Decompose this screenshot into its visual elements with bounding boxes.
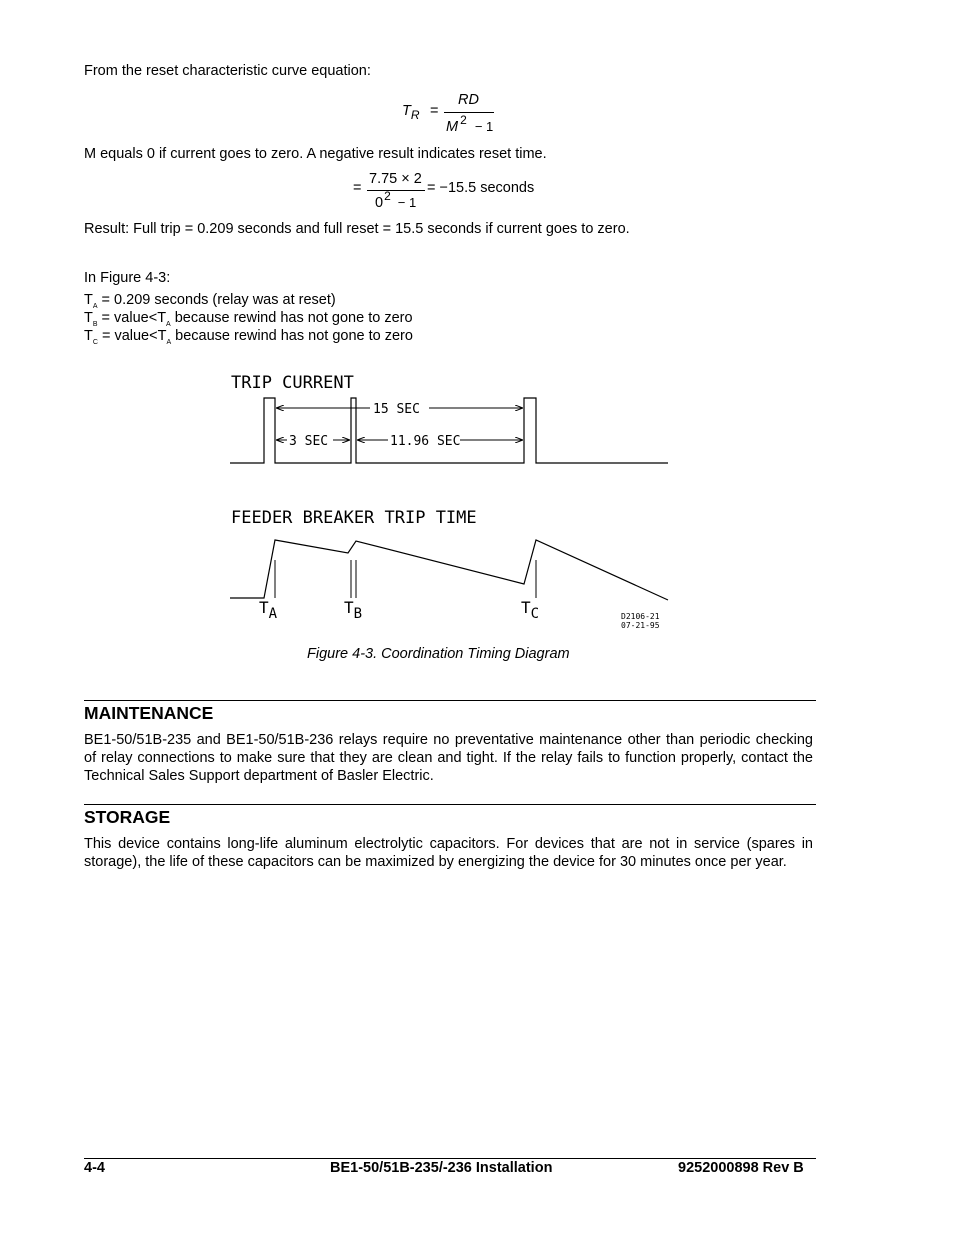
eq1-equals: = (430, 103, 439, 119)
sec1196-label: 11.96 SEC (390, 434, 461, 449)
eq2-den-rest: − 1 (397, 195, 417, 210)
drawing-number: D2106-21 (621, 612, 660, 621)
result-text: Result: Full trip = 0.209 seconds and full reset = 15.5 seconds if current goes to zero. (84, 221, 630, 237)
footer-document-number: 9252000898 Rev B (678, 1160, 804, 1176)
footer-rule (84, 1158, 816, 1159)
maintenance-body: BE1-50/51B-235 and BE1-50/51B-236 relays require no preventative maintenance other than periodic checking of relay connections to make sure that they are clean and tight. If the relay fails to function properly, contact the Technical Sales Support department of Basler Electric. (84, 732, 813, 784)
eq1-numerator: RD (458, 92, 479, 108)
feeder-trip-waveform (230, 540, 668, 600)
storage-heading: STORAGE (84, 807, 171, 827)
maintenance-rule (84, 700, 816, 701)
sec15-label: 15 SEC (373, 402, 420, 417)
eq2-result: = −15.5 seconds (427, 180, 535, 196)
figure-caption: Figure 4-3. Coordination Timing Diagram (307, 646, 570, 662)
eq1-lhs: T (402, 103, 411, 119)
definition-ta: $T_A = 0.209$ seconds (relay was at reset) (84, 292, 336, 310)
tc-label: TC (521, 598, 540, 622)
feeder-breaker-label: FEEDER BREAKER TRIP TIME (231, 508, 477, 528)
eq1-den-exp: 2 (460, 113, 467, 127)
figure-intro: In Figure 4-3: (84, 270, 171, 286)
eq1-lhs-sub: R (410, 108, 420, 122)
eq2-den-exp: 2 (384, 189, 391, 203)
eq2-numerator: 7.75 × 2 (369, 171, 422, 187)
m-note: M equals 0 if current goes to zero. A negative result indicates reset time. (84, 146, 547, 162)
eq2-den-base: 0 (375, 195, 384, 211)
footer-page-number: 4-4 (84, 1160, 105, 1176)
storage-rule (84, 804, 816, 805)
trip-current-label: TRIP CURRENT (231, 373, 354, 393)
intro-text: From the reset characteristic curve equation: (84, 63, 371, 79)
definition-tc: $T_C$ = $value<T_A$ because rewind has not gone to zero (84, 328, 413, 346)
storage-body: This device contains long-life aluminum electrolytic capacitors. For devices that are not in service (spares in storage), the life of these capacitors can be maximized by energizing the device for 30 minutes once per year. (84, 836, 813, 870)
definition-tb: $T_B$ = $value<T_A$ because rewind has not gone to zero (84, 310, 413, 328)
ta-label: TA (259, 598, 278, 622)
drawing-date: 07-21-95 (621, 621, 660, 630)
eq1-den-rest: − 1 (474, 119, 494, 134)
sec3-label: 3 SEC (289, 434, 329, 449)
footer-title: BE1-50/51B-235/-236 Installation (330, 1160, 553, 1176)
maintenance-heading: MAINTENANCE (84, 703, 214, 723)
eq2-equals: = (353, 180, 362, 196)
tb-label: TB (344, 598, 363, 622)
eq1-den-var: M (446, 119, 459, 135)
